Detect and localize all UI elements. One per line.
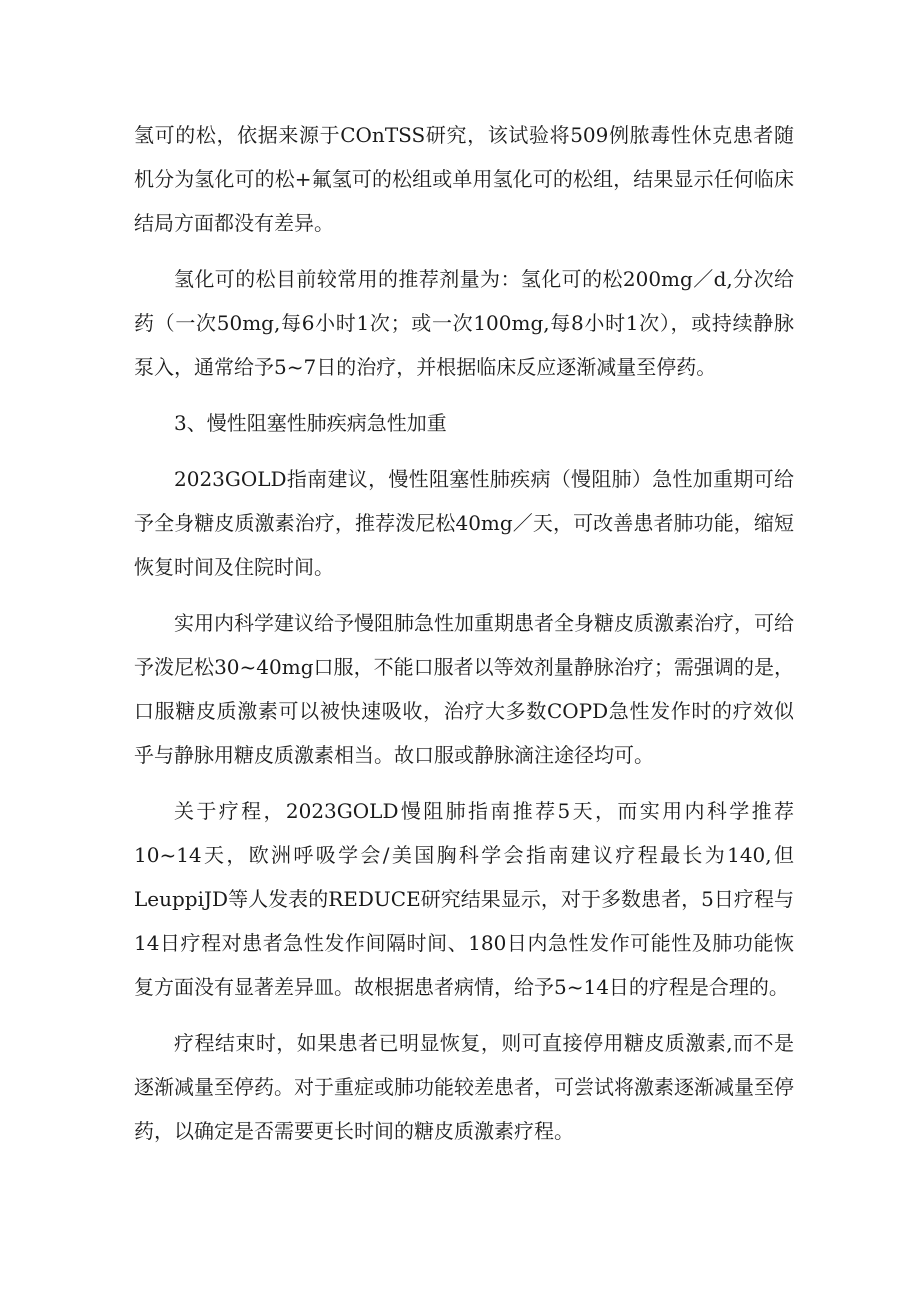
paragraph-hydrocortisone-dose: 氢化可的松目前较常用的推荐剂量为：氢化可的松200mg／d,分次给药（一次50mg,每6小时1次；或一次100mg,每8小时1次），或持续静脉泵入，通常给予5~7日的治疗，并根据临床反应逐渐减量至停药。 bbox=[134, 267, 794, 379]
document-body bbox=[134, 113, 794, 1165]
paragraph-course-end: 疗程结束时，如果患者已明显恢复，则可直接停用糖皮质激素,而不是逐渐减量至停药。对于重症或肺功能较差患者，可尝试将激素逐渐减量至停药，以确定是否需要更长时间的糖皮质激素疗程。 bbox=[134, 1031, 794, 1143]
paragraph-gold-guideline: 2023GOLD指南建议，慢性阻塞性肺疾病（慢阻肺）急性加重期可给予全身糖皮质激素治疗，推荐泼尼松40mg／天，可改善患者肺功能，缩短恢复时间及住院时间。 bbox=[134, 467, 794, 579]
paragraph-course-duration: 关于疗程，2023GOLD慢阻肺指南推荐5天，而实用内科学推荐10~14天，欧洲呼吸学会/美国胸科学会指南建议疗程最长为140,但LeuppiJD等人发表的REDUCE研究结果显示，对于多数患者，5日疗程与14日疗程对患者急性发作间隔时间、180日内急性发作可能性及肺功能恢复方面没有显著差异皿。故根据患者病情，给予5~14日的疗程是合理的。 bbox=[134, 799, 794, 999]
section-heading-copd: 3、慢性阻塞性肺疾病急性加重 bbox=[174, 411, 447, 435]
paragraph-practical-internal-medicine: 实用内科学建议给予慢阻肺急性加重期患者全身糖皮质激素治疗，可给予泼尼松30~40mg口服，不能口服者以等效剂量静脉治疗；需强调的是，口服糖皮质激素可以被快速吸收，治疗大多数COPD急性发作时的疗效似乎与静脉用糖皮质激素相当。故口服或静脉滴注途径均可。 bbox=[134, 611, 794, 767]
paragraph-contss-study: 氢可的松，依据来源于COnTSS研究，该试验将509例脓毒性休克患者随机分为氢化可的松+氟氢可的松组或单用氢化可的松组，结果显示任何临床结局方面都没有差异。 bbox=[134, 123, 794, 235]
